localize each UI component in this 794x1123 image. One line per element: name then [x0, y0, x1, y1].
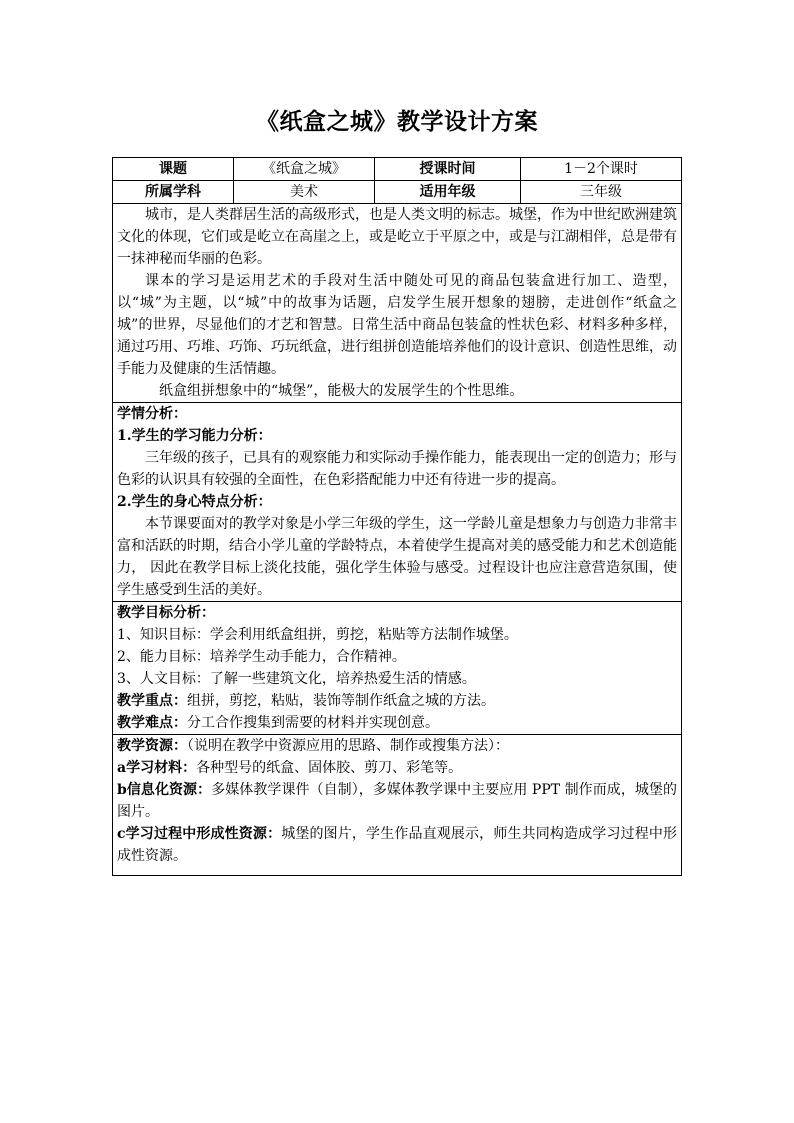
lesson-plan-table — [112, 157, 682, 876]
goal-ability: 2、能力目标：培养学生动手能力，合作精神。 — [117, 649, 406, 665]
analysis-s2-heading: 2.学生的身心特点分析： — [117, 494, 272, 510]
intro-paragraph-1: 城市，是人类群居生活的高级形式，也是人类文明的标志。城堡，作为中世纪欧洲建筑文化的体现，它们或是屹立在高崖之上，或是屹立于平原之中，或是与江湖相伴，总是带有一抹神秘而华丽的色彩。 — [117, 207, 677, 267]
time-value: 1－2个课时 — [521, 158, 682, 181]
key-point — [117, 690, 677, 712]
key-point-label: 教学重点： — [117, 693, 187, 709]
goals-section — [113, 602, 682, 735]
intro-paragraph-2: 课本的学习是运用艺术的手段对生活中随处可见的商品包装盒进行加工、造型，以“城”为主题，以“城”中的故事为话题，启发学生展开想象的翅膀，走进创作“纸盒之城”的世界，尽显他们的才艺和智慧。日常生活中商品包装盒的性状色彩、材料多种多样，通过巧用、巧堆、巧饰、巧玩纸盒，进行组拼创造能培养他们的设计意识、创造性思维，动手能力及健康的生活情趣。 — [117, 273, 677, 377]
analysis-section — [113, 403, 682, 602]
topic-value: 《纸盒之城》 — [234, 158, 375, 181]
info-row-2 — [113, 181, 682, 204]
resources-heading-line — [117, 735, 677, 757]
grade-value: 三年级 — [521, 181, 682, 204]
resources-heading: 教学资源： — [117, 738, 187, 754]
resource-c-label: c学习过程中形成性资源： — [117, 826, 282, 842]
intro-section — [113, 204, 682, 403]
analysis-s1-heading: 1.学生的学习能力分析： — [117, 428, 272, 444]
goal-humanities: 3、人文目标：了解一些建筑文化，培养热爱生活的情感。 — [117, 671, 476, 687]
resource-a — [117, 757, 677, 779]
resource-a-label: a学习材料： — [117, 760, 197, 776]
resource-b-label: b信息化资源： — [117, 782, 212, 798]
time-label: 授课时间 — [375, 158, 521, 181]
intro-paragraph-3: 纸盒组拼想象中的“城堡”，能极大的发展学生的个性思维。 — [159, 383, 524, 399]
analysis-s1-text: 三年级的孩子，已具有的观察能力和实际动手操作能力，能表现出一定的创造力；形与色彩的认识具有较强的全面性，在色彩搭配能力中还有待进一步的提高。 — [117, 450, 677, 488]
topic-label: 课题 — [113, 158, 234, 181]
resources-heading-note: （说明在教学中资源应用的思路、制作或搜集方法）： — [187, 738, 509, 754]
resource-b-text: 多媒体教学课件（自制），多媒体教学课中主要应用 PPT 制作而成，城堡的图片。 — [117, 782, 677, 820]
difficult-point-label: 教学难点： — [117, 715, 187, 731]
resource-c — [117, 823, 677, 867]
resources-section — [113, 735, 682, 876]
resource-a-text: 各种型号的纸盒、固体胶、剪刀、彩笔等。 — [196, 760, 463, 776]
key-point-text: 组拼，剪挖，粘贴，装饰等制作纸盒之城的方法。 — [187, 693, 495, 709]
info-row-1 — [113, 158, 682, 181]
grade-label: 适用年级 — [375, 181, 521, 204]
goals-heading: 教学目标分析： — [117, 605, 215, 621]
analysis-heading: 学情分析： — [117, 406, 187, 422]
page-title: 《纸盒之城》教学设计方案 — [256, 108, 538, 135]
goal-knowledge: 1、知识目标：学会利用纸盒组拼，剪挖，粘贴等方法制作城堡。 — [117, 627, 518, 643]
resource-b — [117, 779, 677, 823]
subject-value: 美术 — [234, 181, 375, 204]
analysis-s2-text: 本节课要面对的教学对象是小学三年级的学生，这一学龄儿童是想象力与创造力非常丰富和活跃的时期，结合小学儿童的学龄特点，本着使学生提高对美的感受能力和艺术创造能力， 因此在教学目标上淡化技能，强化学生体验与感受。过程设计也应注意营造氛围，使学生感受到生活的美好。 — [117, 516, 677, 598]
resource-c-text: 城堡的图片，学生作品直观展示，师生共同构造成学习过程中形成性资源。 — [117, 826, 678, 864]
difficult-point-text: 分工合作搜集到需要的材料并实现创意。 — [187, 715, 439, 731]
difficult-point — [117, 712, 677, 734]
subject-label: 所属学科 — [113, 181, 234, 204]
